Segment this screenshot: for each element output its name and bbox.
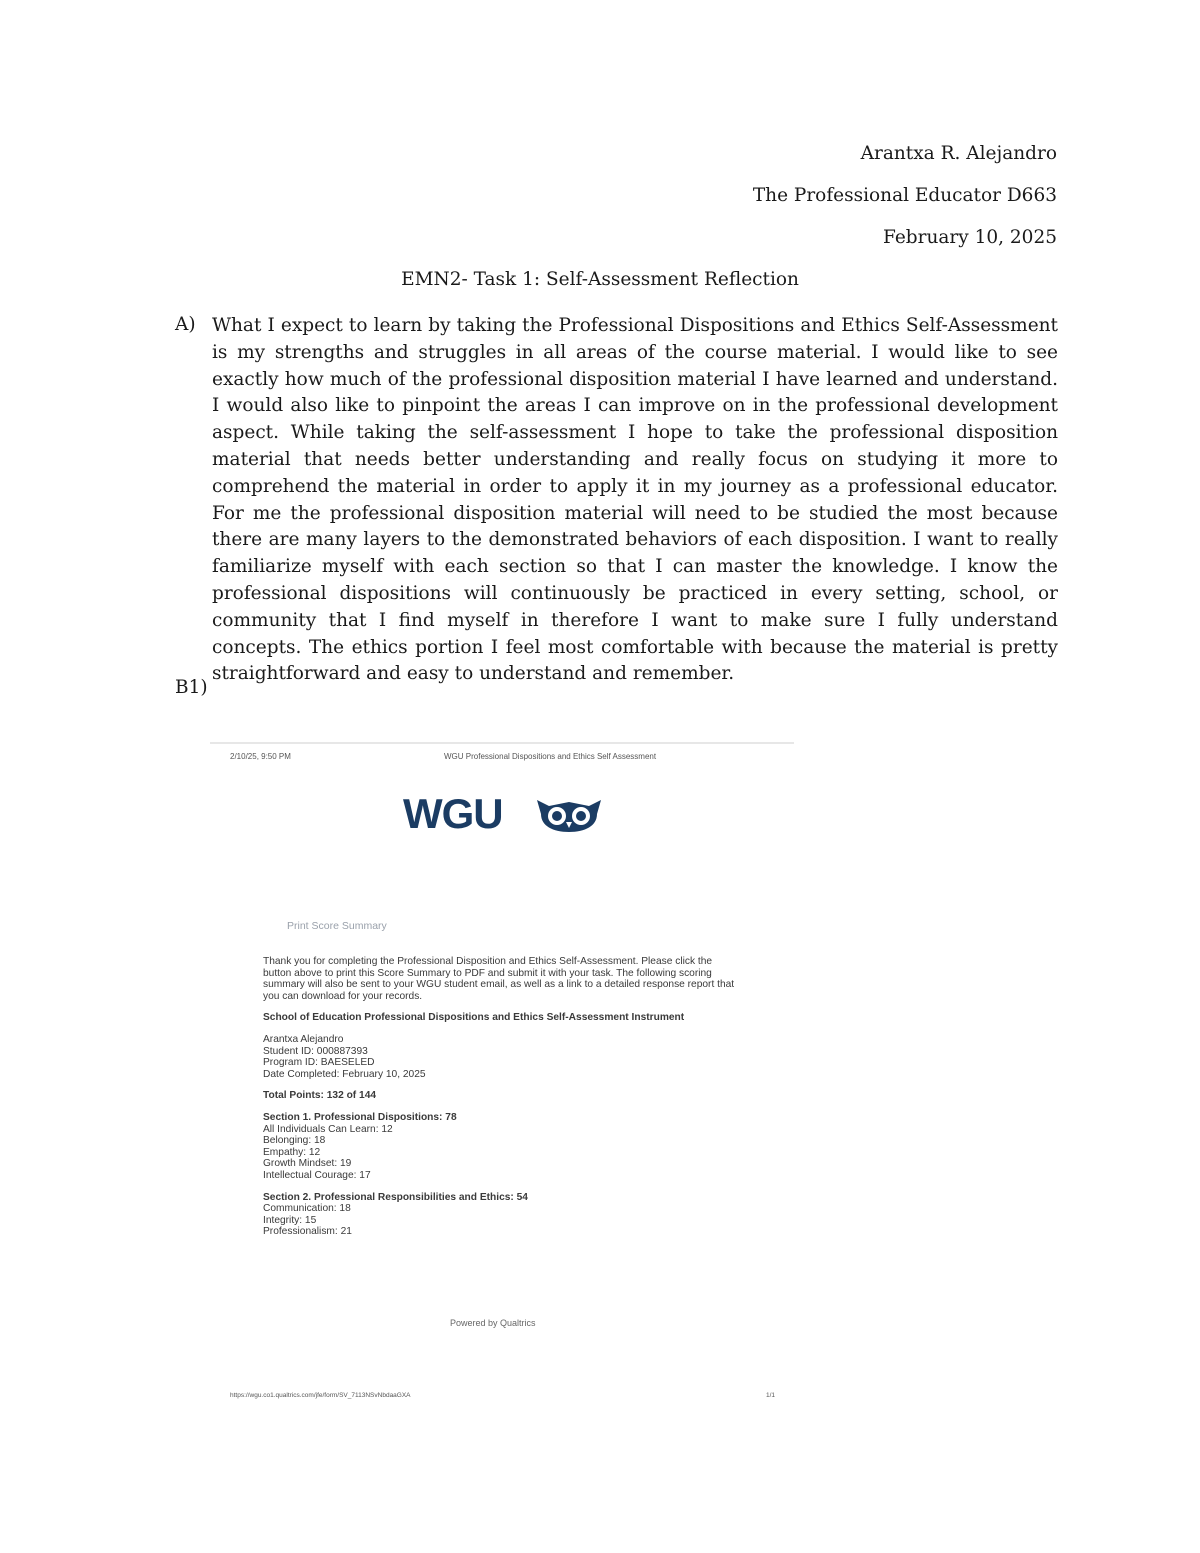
total-points: Total Points: 132 of 144 xyxy=(263,1090,377,1102)
score-item: Professionalism: 21 xyxy=(263,1226,352,1238)
instrument-title: School of Education Professional Dispositions and Ethics Self-Assessment Instrument xyxy=(263,1012,685,1024)
student-name: Arantxa Alejandro xyxy=(263,1033,344,1045)
section-b1-label: B1) xyxy=(175,677,208,698)
intro-text: Thank you for completing the Professional Disposition and Ethics Self-Assessment. Please click the button above to print this Score Summary to PDF and submit it with your task. The following scoring summary will also be sent to your WGU student email, as well as a link to a detailed response report that you can download for your records. xyxy=(263,956,735,1002)
header-name: Arantxa R. Alejandro xyxy=(860,143,1057,164)
wgu-logo xyxy=(403,792,609,836)
powered-by-qualtrics: Powered by Qualtrics xyxy=(450,1318,536,1328)
score-summary-screenshot xyxy=(210,740,796,1410)
student-id: Student ID: 000887393 xyxy=(263,1045,368,1057)
header-course: The Professional Educator D663 xyxy=(752,185,1057,206)
date-completed: Date Completed: February 10, 2025 xyxy=(263,1068,426,1080)
student-info xyxy=(263,1034,743,1080)
section-a-label: A) xyxy=(175,314,196,335)
screenshot-url: https://wgu.co1.qualtrics.com/jfe/form/SV_7113NSvNbdaaGXA xyxy=(230,1392,411,1399)
print-score-summary-link[interactable]: Print Score Summary xyxy=(287,920,387,932)
score-item: Communication: 18 xyxy=(263,1203,351,1215)
page-title: EMN2- Task 1: Self-Assessment Reflection xyxy=(401,269,799,290)
section-2-scores xyxy=(263,1192,743,1238)
program-id: Program ID: BAESELED xyxy=(263,1057,375,1069)
screenshot-timestamp: 2/10/25, 9:50 PM xyxy=(230,752,291,761)
section-1-scores xyxy=(263,1112,743,1182)
screenshot-header-title: WGU Professional Dispositions and Ethics Self Assessment xyxy=(444,752,657,761)
score-item: Belonging: 18 xyxy=(263,1135,326,1147)
score-item: Intellectual Courage: 17 xyxy=(263,1169,371,1181)
screenshot-top-rule xyxy=(210,742,794,744)
section-1-title: Section 1. Professional Dispositions: 78 xyxy=(263,1111,457,1123)
screenshot-page-number: 1/1 xyxy=(766,1392,776,1399)
score-item: Empathy: 12 xyxy=(263,1146,321,1158)
score-item: Integrity: 15 xyxy=(263,1214,317,1226)
score-summary-body xyxy=(263,956,743,1248)
score-item: All Individuals Can Learn: 12 xyxy=(263,1123,393,1135)
section-a-text: What I expect to learn by taking the Professional Dispositions and Ethics Self-Assessment is my strengths and struggles in all areas of the course material. I would like to see exactly how much of the professional disposition material I have learned and understand. I would also like to pinpoint the areas I can improve on in the professional development aspect. While taking the self-assessment I hope to take the professional disposition material that needs better understanding and really focus on studying it more to comprehend the material in order to apply it in my journey as a professional educator. For me the professional disposition material will need to be studied the most because there are many layers to the demonstrated behaviors of each disposition. I want to really familiarize myself with each section so that I can master the knowledge. I know the professional dispositions will continuously be practiced in every setting, school, or community that I find myself in therefore I want to make sure I fully understand concepts. The ethics portion I feel most comfortable with because the material is pretty straightforward and easy to understand and remember. xyxy=(212,315,1058,685)
wgu-logo-text: WGU xyxy=(403,790,503,837)
score-item: Growth Mindset: 19 xyxy=(263,1158,352,1170)
header-date: February 10, 2025 xyxy=(883,227,1057,248)
section-2-title: Section 2. Professional Responsibilities and Ethics: 54 xyxy=(263,1191,528,1203)
owl-icon xyxy=(535,796,603,834)
